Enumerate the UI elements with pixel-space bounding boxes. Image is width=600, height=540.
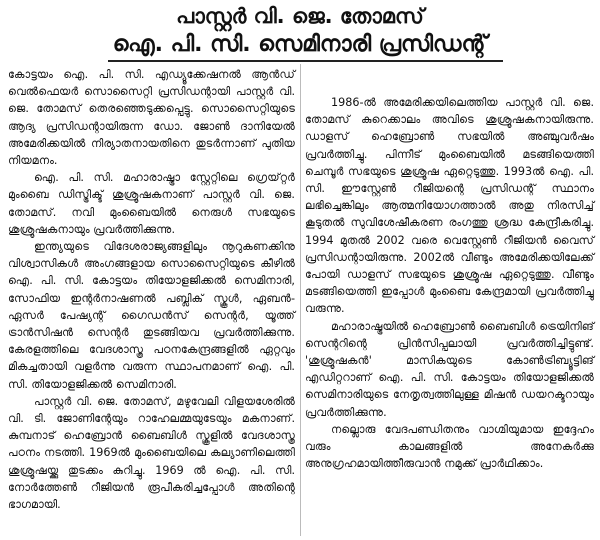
column-divider xyxy=(300,64,301,536)
paragraph: കോട്ടയം ഐ. പി. സി. എഡ്യൂക്കേഷനൽ ആൻഡ് വെൽഫെയർ സൊസൈറ്റി പ്രസിഡന്റായി പാസ്റ്റർ വി. ജെ. തോമസ് തെരഞ്ഞെടുക്കപ്പെട്ടു. സൊസൈറ്റിയുടെ ആദ്യ പ്രസിഡന്റായിരുന്ന ഡോ. ജോൺ ദാനിയേൽ അമേരിക്കയിൽ നിര്യാതനായതിനെ തുടർന്നാണ് പുതിയ നിയമനം. xyxy=(8,68,295,168)
article-left-column xyxy=(8,66,295,513)
paragraph: ഐ. പി. സി. മഹാരാഷ്ട്രാ സ്റ്റേറ്റിലെ ഗ്രെയ്റ്റർ മുംബൈ ഡിസ്ട്രിക്ട് ശുശ്രൂഷകനാണ് പാസ്റ്റർ വി. ജെ. തോമസ്. നവി മുംബൈയിൽ നെരുൾ സഭയുടെ ശുശ്രൂഷകനായും പ്രവർത്തിക്കുന്നു. xyxy=(8,171,295,236)
headline-line-1: പാസ്റ്റർ വി. ജെ. തോമസ് xyxy=(176,4,424,28)
headline-line-2: ഐ. പി. സി. സെമിനാരി പ്രസിഡന്റ് xyxy=(112,32,488,57)
paragraph: മഹാരാഷ്ട്രയിൽ ഹെബ്രോൺ ബൈബിൾ ട്രെയിനിങ് സെന്ററിന്റെ പ്രിൻസിപ്പലായി പ്രവർത്തിച്ചിട്ടുണ്ട്. 'ശുശ്രൂഷകൻ' മാസികയുടെ കോൺട്രിബ്യൂട്ടിങ് എഡിറ്ററാണ് ഐ. പി. സി. കോട്ടയം തിയോളജിക്കൽ സെമിനാരിയുടെ നേതൃത്വത്തിലുള്ള മിഷൻ ഡയറക്ടറായും പ്രവർത്തിക്കുന്നു. xyxy=(305,319,594,419)
headline-rule xyxy=(108,60,503,62)
paragraph: 1986-ൽ അമേരിക്കയിലെത്തിയ പാസ്റ്റർ വി. ജെ. തോമസ് കുറെക്കാലം അവിടെ ശുശ്രൂഷകനായിരുന്നു. ഡാളസ് ഹെബ്രോൺ സഭയിൽ അഞ്ചുവർഷം പ്രവർത്തിച്ചു. പിന്നീട് മുംബൈയിൽ മടങ്ങിയെത്തി ചെമ്പൂർ സഭയുടെ ശുശ്രൂഷ ഏറ്റെടുത്തു. 1993ൽ ഐ. പി. സി. ഈസ്റ്റേൺ റീജിയന്റെ പ്രസിഡന്റ് സ്ഥാനം ലഭിച്ചെങ്കിലും ആത്മനിയോഗത്താൽ അതു നിരസിച്ച് കൂടുതൽ സുവിശേഷീകരണ രംഗത്തു ശ്രദ്ധ കേന്ദ്രീകരിച്ചു. 1994 മുതൽ 2002 വരെ വെസ്റ്റേൺ റീജിയൻ വൈസ് പ്രസിഡന്റായിരുന്നു. 2002ൽ വീണ്ടും അമേരിക്കയിലേക്ക് പോയി ഡാളസ് സഭയുടെ ശുശ്രൂഷ ഏറ്റെടുത്തു. വീണ്ടും മടങ്ങിയെത്തി ഇപ്പോൾ മുംബൈ കേന്ദ്രമായി പ്രവർത്തിച്ചു വരുന്നു. xyxy=(305,96,594,316)
article-right-column xyxy=(305,94,594,472)
paragraph: നല്ലൊരു വേദപണ്ഡിതനും വാഗ്മിയുമായ ഇദ്ദേഹം വരും കാലങ്ങളിൽ അനേകർക്കു അനുഗ്രഹമായിത്തീരുവാൻ നമുക്ക് പ്രാർഥിക്കാം. xyxy=(305,422,594,471)
paragraph: ഇന്ത്യയുടെ വിദേശരാജ്യങ്ങളിലും നൂറുകണക്കിനു വിശ്വാസികൾ അംഗങ്ങളായ സൊസൈറ്റിയുടെ കീഴിൽ ഐ. പി. സി. കോട്ടയം തിയോളജിക്കൽ സെമിനാരി, സോഫിയ ഇന്റർനാഷണൽ പബ്ലിക് സ്കൂൾ, ഏബൻ-ഏസർ പേഷ്യന്റ് ഗൈഡൻസ് സെന്റർ, യൂത്ത് ട്രാൻസിഷൻ സെന്റർ തുടങ്ങിയവ പ്രവർത്തിക്കുന്നു. കേരളത്തിലെ വേദശാസ്ത്ര പഠനകേന്ദ്രങ്ങളിൽ ഏറ്റവും മികച്ചതായി വളർന്നു വരുന്ന സ്ഥാപനമാണ് ഐ. പി. സി. തിയോളജിക്കൽ സെമിനാരി. xyxy=(8,240,295,391)
paragraph: പാസ്റ്റർ വി. ജെ. തോമസ്, മഴുവേലി വിളയശേരിൽ വി. ടി. ജോണിന്റേയും റാഹേലമ്മയുടേയും മകനാണ്. കുമ്പനാട് ഹെബ്രോൻ ബൈബിൾ സ്കൂളിൽ വേദശാസ്ത്ര പഠനം നടത്തി. 1969ൽ മുംബൈയിലെ കല്യാണിലെത്തി ശുശ്രൂഷയ്ക്കു തുടക്കം കുറിച്ചു. 1969 ൽ ഐ. പി. സി. നോർത്തേൺ റീജിയൻ രൂപീകരിച്ചപ്പോൾ അതിന്റെ ഭാഗമായി. xyxy=(8,394,295,512)
